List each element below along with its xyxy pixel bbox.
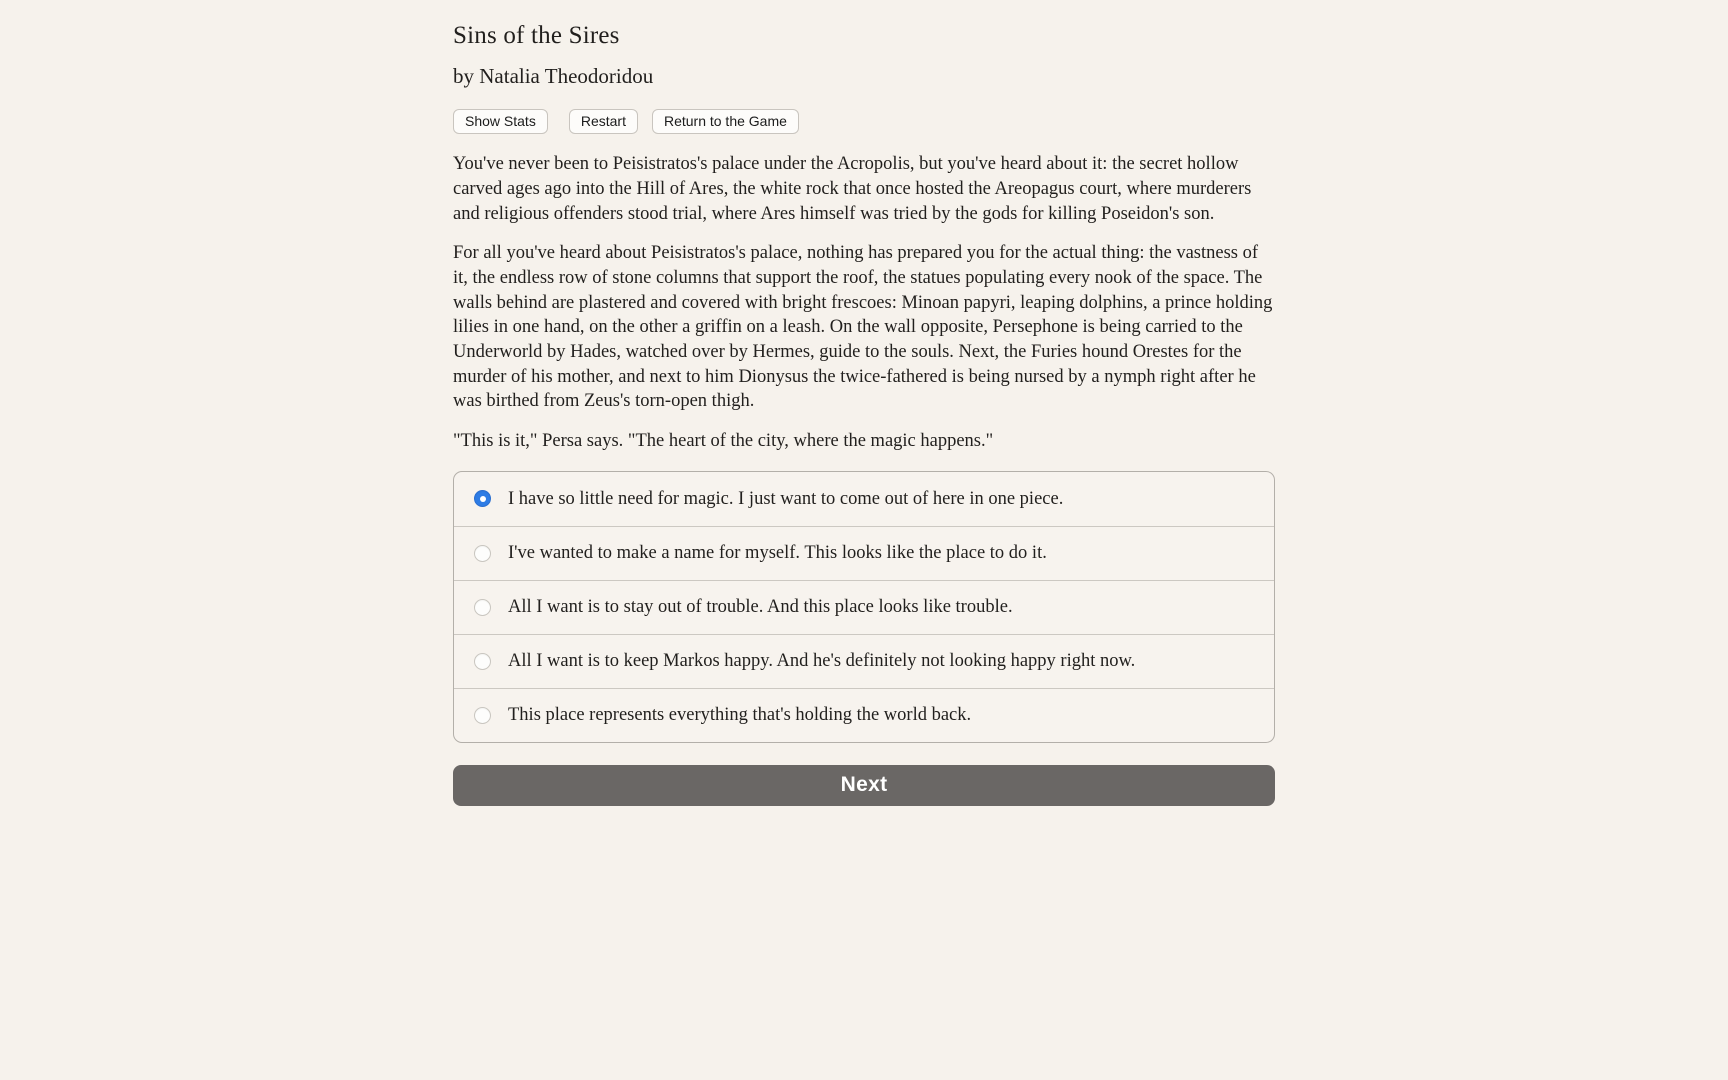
choice-option-3[interactable] <box>454 580 1274 634</box>
choice-option-label: All I want is to keep Markos happy. And he's definitely not looking happy right now. <box>508 651 1136 672</box>
toolbar <box>453 109 1275 134</box>
show-stats-button[interactable]: Show Stats <box>453 109 548 134</box>
choice-option-label: I've wanted to make a name for myself. This looks like the place to do it. <box>508 543 1047 564</box>
choice-option-5[interactable] <box>454 688 1274 742</box>
radio-selected-icon[interactable] <box>474 490 491 507</box>
choice-option-4[interactable] <box>454 634 1274 688</box>
story-paragraph: "This is it," Persa says. "The heart of the city, where the magic happens." <box>453 431 994 452</box>
radio-icon[interactable] <box>474 599 491 616</box>
choice-option-label: I have so little need for magic. I just want to come out of here in one piece. <box>508 488 1064 509</box>
radio-icon[interactable] <box>474 653 491 670</box>
story-text <box>453 152 1275 454</box>
choice-option-1[interactable] <box>454 472 1274 526</box>
story-paragraph: You've never been to Peisistratos's palace under the Acropolis, but you've heard about it: the secret hollow carved ages ago into the Hill of Ares, the white rock that once hosted the Areopagus court, where murderers and religious offenders stood trial, where Ares himself was tried by the gods for killing Poseidon's son. <box>453 154 1252 224</box>
choice-option-label: This place represents everything that's holding the world back. <box>508 705 972 726</box>
game-author: by Natalia Theodoridou <box>453 64 654 88</box>
choice-list <box>453 471 1275 743</box>
next-button[interactable]: Next <box>453 765 1275 806</box>
choice-option-2[interactable] <box>454 526 1274 580</box>
game-page <box>453 0 1275 806</box>
restart-button[interactable]: Restart <box>569 109 638 134</box>
choice-option-label: All I want is to stay out of trouble. And this place looks like trouble. <box>508 597 1013 618</box>
radio-icon[interactable] <box>474 545 491 562</box>
return-to-game-button[interactable]: Return to the Game <box>652 109 799 134</box>
game-title: Sins of the Sires <box>453 22 620 49</box>
radio-icon[interactable] <box>474 707 491 724</box>
story-paragraph: For all you've heard about Peisistratos's palace, nothing has prepared you for the actual thing: the vastness of it, the endless row of stone columns that support the roof, the statues populating every nook of the space. The walls behind are plastered and covered with bright frescoes: Minoan papyri, leaping dolphins, a prince holding lilies in one hand, on the other a griffin on a leash. On the wall opposite, Persephone is being carried to the Underworld by Hades, watched over by Hermes, guide to the souls. Next, the Furies hound Orestes for the murder of his mother, and next to him Dionysus the twice-fathered is being nursed by a nymph right after he was birthed from Zeus's torn-open thigh. <box>453 243 1273 412</box>
